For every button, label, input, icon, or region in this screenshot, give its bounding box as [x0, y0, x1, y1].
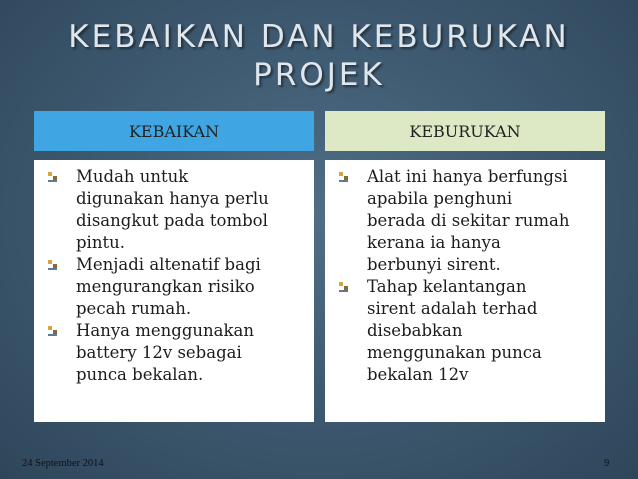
bullet-icon: [48, 166, 76, 184]
slide-title-line-2: PROJEK: [253, 57, 385, 93]
advantages-panel: [34, 111, 314, 422]
slide-title-line-1: KEBAIKAN DAN KEBURUKAN: [68, 19, 570, 55]
disadvantage-text: Tahap kelantangan sirent adalah terhad disebabkan menggunakan punca bekalan 12v: [367, 277, 542, 384]
bullet-icon: [339, 166, 367, 184]
advantage-text: Menjadi altenatif bagi mengurangkan risiko pecah rumah.: [76, 255, 261, 318]
advantages-header: KEBAIKAN: [34, 111, 314, 151]
bullet-icon: [48, 320, 76, 338]
bullet-icon: [48, 254, 76, 272]
disadvantages-header: KEBURUKAN: [325, 111, 605, 151]
bullet-icon: [339, 276, 367, 294]
disadvantage-text: Alat ini hanya berfungsi apabila penghuni berada di sekitar rumah kerana ia hanya berbunyi sirent.: [367, 167, 570, 274]
slide-title: [0, 18, 638, 94]
advantage-text: Mudah untuk digunakan hanya perlu disangkut pada tombol pintu.: [76, 167, 269, 252]
advantage-text: Hanya menggunakan battery 12v sebagai punca bekalan.: [76, 321, 254, 384]
disadvantages-panel: [325, 111, 605, 422]
advantages-list: [34, 160, 314, 422]
slide-number: 9: [604, 458, 610, 469]
list-item: [48, 320, 306, 386]
list-item: [339, 276, 597, 386]
footer-date: 24 September 2014: [22, 458, 104, 469]
list-item: [48, 254, 306, 320]
list-item: [48, 166, 306, 254]
disadvantages-list: [325, 160, 605, 422]
list-item: [339, 166, 597, 276]
